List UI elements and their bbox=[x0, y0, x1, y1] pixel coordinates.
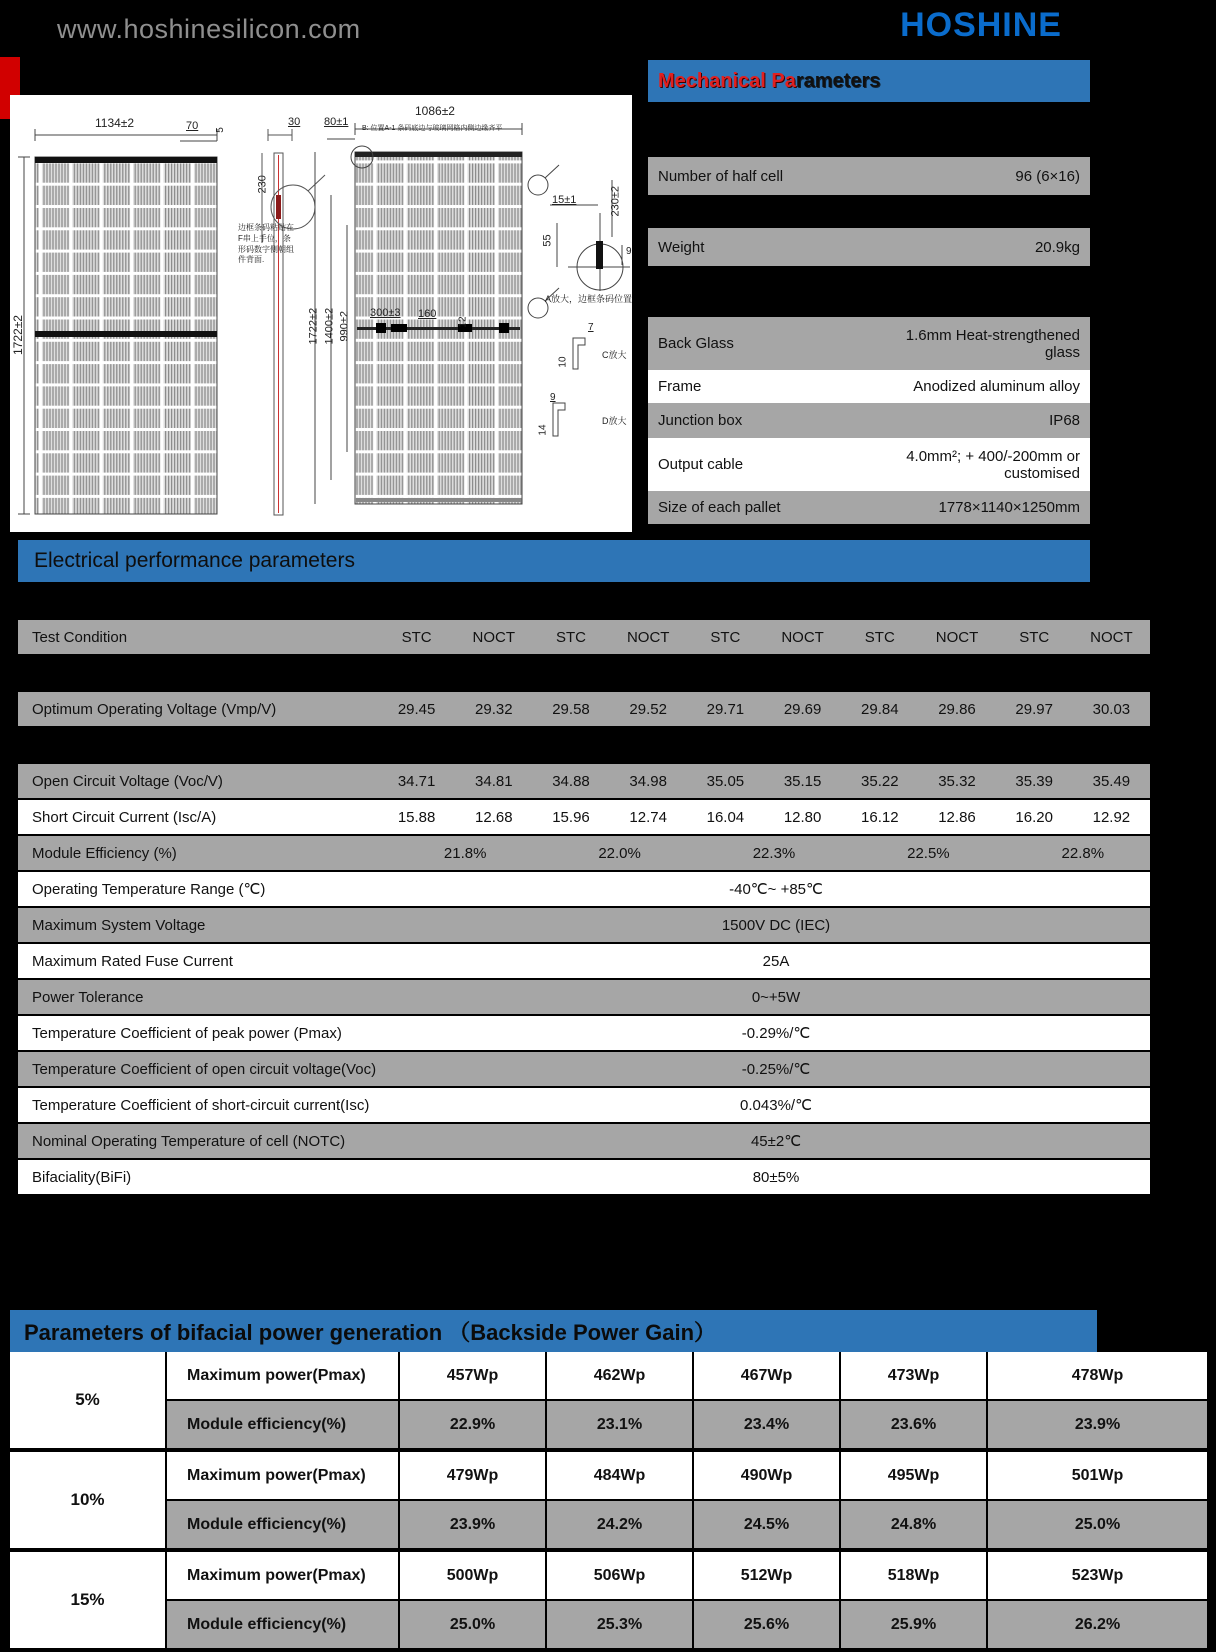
row-value: 1778×1140×1250mm bbox=[938, 499, 1080, 516]
row-label: Operating Temperature Range (℃) bbox=[32, 881, 266, 898]
row-label: Frame bbox=[658, 378, 702, 395]
table-cell: NOCT bbox=[1090, 628, 1133, 646]
table-cell: 25.3% bbox=[547, 1601, 692, 1648]
table-cell: 24.5% bbox=[694, 1501, 839, 1548]
table-cell: NOCT bbox=[626, 628, 670, 646]
table-row bbox=[18, 944, 1150, 978]
dim-detail-a-4: 9 bbox=[626, 246, 632, 257]
row-label: Maximum power(Pmax) bbox=[167, 1452, 398, 1499]
gain-group-15 bbox=[10, 1552, 1207, 1648]
table-row bbox=[18, 800, 1150, 834]
dim-detail-d-1: 9 bbox=[550, 392, 556, 403]
table-cell: 484Wp bbox=[547, 1452, 692, 1499]
table-row bbox=[18, 836, 1150, 870]
table-cell: 12.86 bbox=[938, 808, 976, 826]
electrical-parameters-header bbox=[18, 540, 1090, 582]
value-cells bbox=[378, 701, 1150, 718]
header-text: Parameters of bifacial power generation （Backside Power Gain） bbox=[24, 1319, 717, 1345]
table-cell: 25.0% bbox=[988, 1501, 1207, 1548]
dim-detail-a-2: 230±2 bbox=[609, 185, 622, 217]
table-cell: 29.52 bbox=[629, 700, 667, 718]
row-value: 80±5% bbox=[752, 1168, 800, 1186]
table-row bbox=[648, 157, 1090, 195]
table-cell: 16.20 bbox=[1015, 808, 1053, 826]
row-value: IP68 bbox=[1049, 412, 1080, 429]
website-url: www.hoshinesilicon.com bbox=[57, 14, 361, 44]
table-cell: 473Wp bbox=[841, 1352, 986, 1399]
bifacial-table bbox=[10, 1352, 1207, 1652]
header-text-red: Mechanical Pa bbox=[658, 69, 796, 92]
dim-back-h3: 990±2 bbox=[338, 310, 351, 342]
table-cell: 35.39 bbox=[1015, 772, 1053, 790]
electrical-table bbox=[18, 620, 1150, 1196]
table-cell: 512Wp bbox=[694, 1552, 839, 1599]
table-cell: 523Wp bbox=[988, 1552, 1207, 1599]
detail-c-caption: C放大 bbox=[602, 350, 627, 360]
row-value: -0.25%/℃ bbox=[741, 1061, 811, 1078]
row-value: Anodized aluminum alloy bbox=[913, 378, 1080, 395]
table-cell: 24.2% bbox=[547, 1501, 692, 1548]
table-row bbox=[18, 1088, 1150, 1122]
table-cell: 16.04 bbox=[706, 808, 745, 826]
table-cell: 25.6% bbox=[694, 1601, 839, 1648]
dim-detail-a-1: 15±1 bbox=[552, 194, 577, 206]
table-cell: 35.32 bbox=[938, 772, 976, 790]
row-spacer bbox=[18, 656, 1150, 692]
table-row bbox=[18, 1160, 1150, 1194]
table-cell: STC bbox=[864, 628, 895, 646]
table-row bbox=[18, 764, 1150, 798]
row-value: -40℃~ +85℃ bbox=[729, 881, 823, 898]
table-row bbox=[648, 438, 1090, 491]
brand-logo: HOSHINE bbox=[900, 6, 1062, 44]
row-label: Temperature Coefficient of short-circuit current(Isc) bbox=[32, 1096, 370, 1114]
table-cell: 34.81 bbox=[475, 772, 513, 790]
table-cell: 518Wp bbox=[841, 1552, 986, 1599]
table-cell: STC bbox=[710, 628, 741, 646]
table-row bbox=[18, 908, 1150, 942]
condition-cells bbox=[378, 629, 1150, 646]
table-cell: 29.84 bbox=[861, 700, 899, 718]
row-label: Weight bbox=[658, 238, 705, 256]
row-value: 0~+5W bbox=[751, 988, 801, 1006]
table-cell: 23.1% bbox=[547, 1401, 692, 1448]
table-cell: 25.0% bbox=[400, 1601, 545, 1648]
table-row bbox=[18, 980, 1150, 1014]
table-cell: 30.03 bbox=[1092, 700, 1131, 718]
table-cell: 29.71 bbox=[706, 700, 745, 718]
value-cells bbox=[378, 773, 1150, 790]
gain-label: 15% bbox=[10, 1552, 165, 1648]
table-cell: 16.12 bbox=[861, 808, 899, 826]
table-cell: 23.9% bbox=[400, 1501, 545, 1548]
detail-a-caption: A放大，边框条码位置 bbox=[545, 294, 633, 304]
table-cell: 22.3% bbox=[752, 844, 796, 862]
row-label: Module Efficiency (%) bbox=[32, 844, 177, 862]
row-value: 96 (6×16) bbox=[1015, 167, 1080, 185]
gain-group-5 bbox=[10, 1352, 1207, 1448]
row-label: Temperature Coefficient of open circuit voltage(Voc) bbox=[32, 1060, 377, 1078]
table-cell: 12.80 bbox=[783, 808, 822, 826]
table-row bbox=[648, 403, 1090, 438]
table-cell: NOCT bbox=[472, 628, 516, 646]
table-row bbox=[18, 692, 1150, 726]
dim-detail-d-2: 14 bbox=[537, 424, 549, 436]
dim-detail-c-2: 10 bbox=[557, 356, 569, 368]
technical-drawing-panel bbox=[10, 95, 632, 532]
dim-front-edge: 5 bbox=[214, 127, 226, 133]
table-cell: 506Wp bbox=[547, 1552, 692, 1599]
table-cell: 29.86 bbox=[938, 700, 976, 718]
table-row bbox=[18, 1124, 1150, 1158]
table-cell: 34.71 bbox=[397, 772, 436, 790]
table-cell: 15.88 bbox=[397, 808, 436, 826]
row-label: Short Circuit Current (Isc/A) bbox=[32, 808, 217, 826]
table-cell: 29.69 bbox=[783, 700, 822, 718]
dim-back-h1: 1722±2 bbox=[307, 307, 320, 345]
row-spacer bbox=[18, 728, 1150, 764]
row-label: Size of each pallet bbox=[658, 499, 781, 516]
table-row bbox=[648, 228, 1090, 266]
table-cell: 495Wp bbox=[841, 1452, 986, 1499]
dim-side-top: 30 bbox=[288, 116, 301, 128]
table-cell: 23.6% bbox=[841, 1401, 986, 1448]
table-cell: 29.45 bbox=[397, 700, 436, 718]
dim-back-m1: 300±3 bbox=[370, 307, 401, 319]
table-cell: 34.88 bbox=[552, 772, 590, 790]
row-label: Maximum power(Pmax) bbox=[167, 1352, 398, 1399]
table-cell: 29.32 bbox=[475, 700, 513, 718]
table-cell: 35.15 bbox=[783, 772, 822, 790]
gain-label: 10% bbox=[10, 1452, 165, 1548]
row-label: Module efficiency(%) bbox=[167, 1401, 398, 1448]
mechanical-parameters-header bbox=[648, 60, 1090, 102]
table-cell: 35.49 bbox=[1092, 772, 1131, 790]
table-row bbox=[18, 872, 1150, 906]
table-cell: 478Wp bbox=[988, 1352, 1207, 1399]
table-row bbox=[18, 1016, 1150, 1050]
row-value: 20.9kg bbox=[1034, 238, 1080, 256]
table-cell: 35.05 bbox=[706, 772, 745, 790]
row-value: 45±2℃ bbox=[750, 1133, 802, 1150]
table-row bbox=[18, 1052, 1150, 1086]
gain-label: 5% bbox=[10, 1352, 165, 1448]
table-cell: 22.0% bbox=[598, 844, 641, 862]
table-cell: NOCT bbox=[781, 628, 824, 646]
table-cell: STC bbox=[1019, 628, 1050, 646]
table-row bbox=[648, 370, 1090, 403]
table-cell: 23.9% bbox=[988, 1401, 1207, 1448]
table-cell: 21.8% bbox=[443, 844, 487, 862]
table-cell: 490Wp bbox=[694, 1452, 839, 1499]
table-cell: 15.96 bbox=[552, 808, 590, 826]
dim-back-offset: 80±1 bbox=[324, 116, 349, 128]
table-cell: 23.4% bbox=[694, 1401, 839, 1448]
dim-back-m3: 12 bbox=[457, 316, 469, 328]
table-cell: 501Wp bbox=[988, 1452, 1207, 1499]
dim-detail-a-3: 55 bbox=[541, 234, 554, 247]
table-cell: 22.8% bbox=[1061, 844, 1105, 862]
dim-side-barcode: 230 bbox=[256, 175, 269, 194]
row-label: Junction box bbox=[658, 412, 743, 429]
row-label: Maximum power(Pmax) bbox=[167, 1552, 398, 1599]
table-cell: 462Wp bbox=[547, 1352, 692, 1399]
gain-group-10 bbox=[10, 1452, 1207, 1548]
dim-back-width: 1086±2 bbox=[415, 104, 455, 118]
detail-d-caption: D放大 bbox=[602, 416, 627, 426]
value-cells bbox=[388, 845, 1160, 862]
table-header-row bbox=[18, 620, 1150, 654]
row-label: Number of half cell bbox=[658, 167, 784, 185]
row-label: Open Circuit Voltage (Voc/V) bbox=[32, 772, 223, 790]
table-cell: 500Wp bbox=[400, 1552, 545, 1599]
drawing-note-b: B: 位置A-1 条码底边与玻璃网格内侧边缘齐平 bbox=[362, 125, 503, 132]
table-cell: 34.98 bbox=[629, 772, 667, 790]
dim-front-height: 1722±2 bbox=[11, 315, 25, 355]
table-cell: 457Wp bbox=[400, 1352, 545, 1399]
table-cell: 29.58 bbox=[552, 700, 590, 718]
table-cell: 22.5% bbox=[907, 844, 950, 862]
row-value: 25A bbox=[762, 952, 790, 970]
table-row bbox=[648, 317, 1090, 370]
row-label: Module efficiency(%) bbox=[167, 1601, 398, 1648]
row-label: Nominal Operating Temperature of cell (NOTC) bbox=[32, 1132, 346, 1150]
table-cell: 22.9% bbox=[400, 1401, 545, 1448]
table-cell: 35.22 bbox=[861, 772, 899, 790]
row-label: Temperature Coefficient of peak power (Pmax) bbox=[32, 1024, 342, 1042]
row-label: Bifaciality(BiFi) bbox=[32, 1168, 132, 1186]
row-value: 1.6mm Heat-strengthened glass bbox=[905, 326, 1080, 361]
row-label: Maximum Rated Fuse Current bbox=[32, 952, 233, 970]
header-text: Electrical performance parameters bbox=[34, 549, 355, 572]
row-value: 1500V DC (IEC) bbox=[721, 916, 831, 934]
row-label: Output cable bbox=[658, 456, 744, 473]
row-value: 4.0mm²; + 400/-200mm or customised bbox=[906, 447, 1080, 482]
table-row bbox=[648, 491, 1090, 524]
table-cell: 26.2% bbox=[988, 1601, 1207, 1648]
row-label: Maximum System Voltage bbox=[32, 916, 206, 934]
table-cell: 12.74 bbox=[629, 808, 667, 826]
table-cell: STC bbox=[555, 628, 586, 646]
row-value: 0.043%/℃ bbox=[740, 1097, 812, 1114]
drawing-note-side: 边框条码粘贴在F串上手位，条形码数字侧朝组件背面. bbox=[238, 223, 294, 265]
dim-front-width: 1134±2 bbox=[95, 116, 135, 130]
table-cell: 12.68 bbox=[475, 808, 513, 826]
table-cell: 29.97 bbox=[1015, 700, 1053, 718]
row-label: Power Tolerance bbox=[32, 988, 144, 1006]
table-cell: 25.9% bbox=[841, 1601, 986, 1648]
row-label: Back Glass bbox=[658, 335, 734, 352]
table-cell: NOCT bbox=[935, 628, 979, 646]
table-cell: STC bbox=[401, 628, 432, 646]
table-cell: 24.8% bbox=[841, 1501, 986, 1548]
table-cell: 467Wp bbox=[694, 1352, 839, 1399]
dim-detail-c-1: 7 bbox=[588, 322, 594, 333]
dim-back-h2: 1400±2 bbox=[323, 307, 336, 345]
dim-front-corner: 70 bbox=[186, 120, 199, 132]
mechanical-table bbox=[648, 157, 1090, 524]
module-drawing bbox=[10, 95, 632, 532]
row-value: -0.29%/℃ bbox=[741, 1025, 811, 1042]
table-cell: 479Wp bbox=[400, 1452, 545, 1499]
dim-back-m2: 160 bbox=[418, 308, 437, 320]
row-label: Test Condition bbox=[32, 628, 128, 646]
row-label: Module efficiency(%) bbox=[167, 1501, 398, 1548]
bifacial-parameters-header bbox=[10, 1310, 1097, 1352]
row-label: Optimum Operating Voltage (Vmp/V) bbox=[32, 700, 277, 718]
header-text-black: rameters bbox=[795, 69, 881, 92]
value-cells bbox=[378, 809, 1150, 826]
table-cell: 12.92 bbox=[1092, 808, 1131, 826]
